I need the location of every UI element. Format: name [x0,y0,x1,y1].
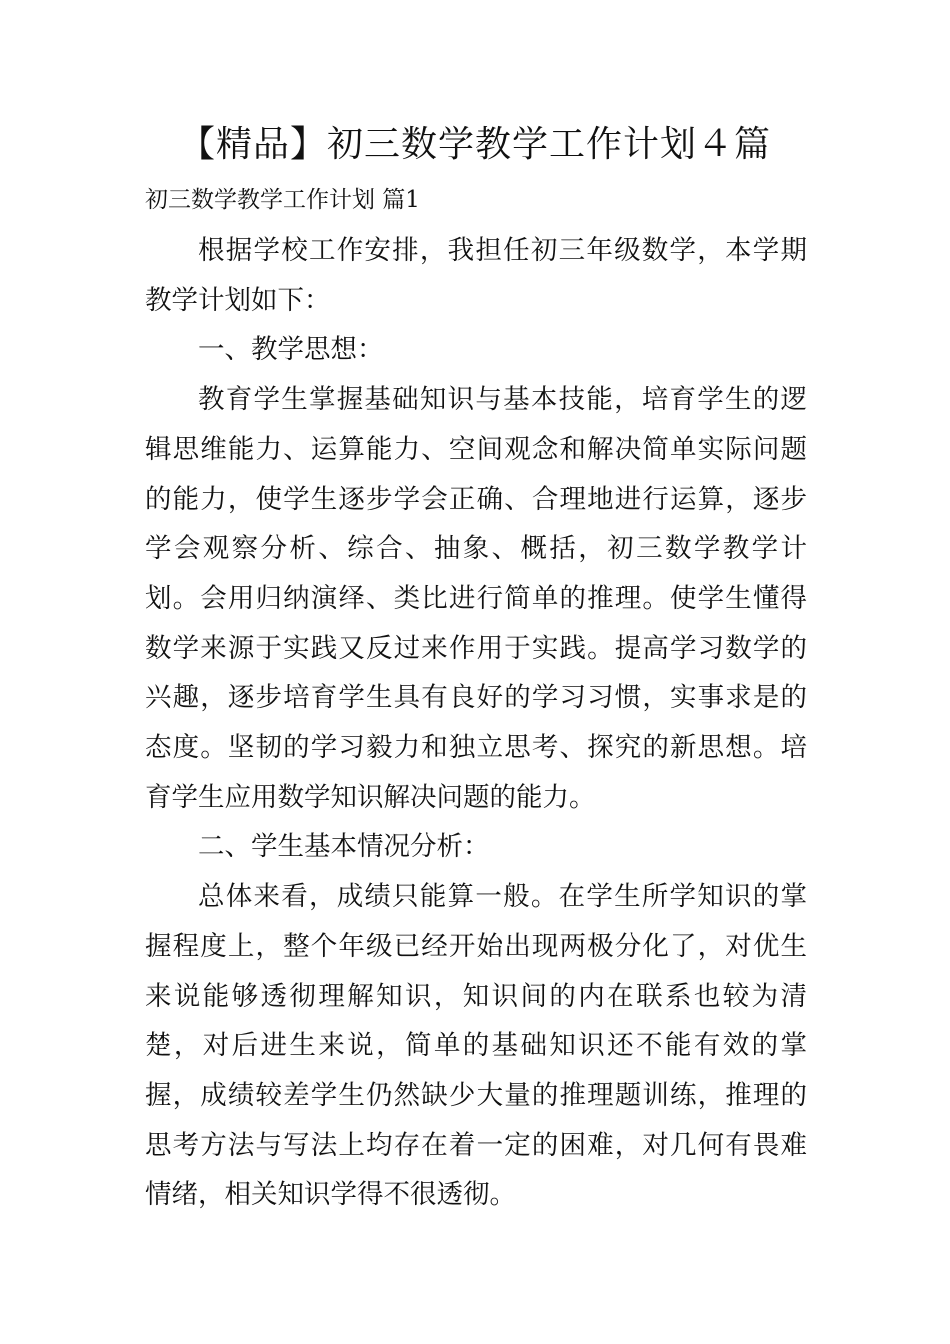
paragraph-student-analysis: 总体来看，成绩只能算一般。在学生所学知识的掌握程度上，整个年级已经开始出现两极分化了，对优生来说能够透彻理解知识，知识间的内在联系也较为清楚，对后进生来说，简单的基础知识还不能有效的掌握，成绩较差学生仍然缺少大量的推理题训练，推理的思考方法与写法上均存在着一定的困难，对几何有畏难情绪，相关知识学得不很透彻。 [145,881,807,1211]
document-title: 【精品】初三数学教学工作计划４篇 [178,124,771,165]
paragraph-intro: 根据学校工作安排，我担任初三年级数学，本学期教学计划如下： [145,235,807,316]
heading-student-analysis: 二、学生基本情况分析： [198,831,490,863]
paragraph-teaching-philosophy: 教育学生掌握基础知识与基本技能，培育学生的逻辑思维能力、运算能力、空间观念和解决简单实际问题的能力，使学生逐步学会正确、合理地进行运算，逐步学会观察分析、综合、抽象、概括，初三数学教学计划。会用归纳演绎、类比进行简单的推理。使学生懂得数学来源于实践又反过来作用于实践。提高学习数学的兴趣，逐步培育学生具有良好的学习习惯，实事求是的态度。坚韧的学习毅力和独立思考、探究的新思想。培育学生应用数学知识解决问题的能力。 [145,384,807,813]
section-heading: 初三数学教学工作计划 篇1 [145,187,420,213]
document-body [145,226,807,1220]
heading-teaching-philosophy: 一、教学思想： [198,334,384,366]
